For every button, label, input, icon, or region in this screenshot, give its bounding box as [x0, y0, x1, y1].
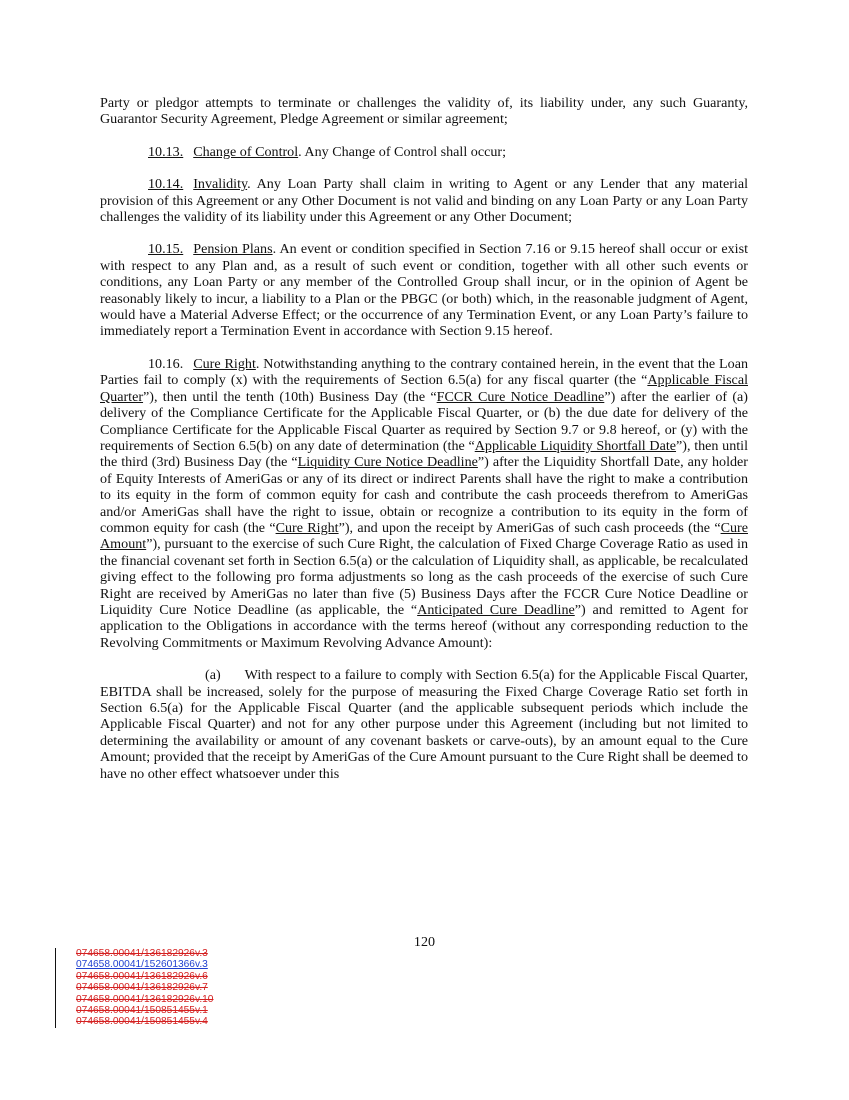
defined-term: Applicable Liquidity Shortfall Date — [474, 437, 677, 454]
defined-term: Cure Amount — [100, 519, 748, 553]
section-text: ”), then until the tenth (10th) Business Day (the “ — [143, 388, 437, 405]
document-body — [100, 95, 748, 798]
defined-term: Cure Right — [275, 519, 339, 536]
clause-text: With respect to a failure to comply with Section 6.5(a) for the Applicable Fiscal Quarter, EBITDA shall be increased, solely for the purpose of measuring the Fixed Charge Coverage Ratio set forth in Section 6.5(a) for the Applicable Fiscal Quarter (and the applicable subsequent periods which include the Applicable Fiscal Quarter) and not for any other purpose under this Agreement (including but not limited to determining the availability or amount of any covenant baskets or carve-outs), by an amount equal to the Cure Amount; provided that the receipt by AmeriGas of the Cure Amount pursuant to the Cure Right shall be deemed to have no other effect whatsoever under this — [100, 667, 748, 782]
doc-id-deleted: 074658.00041/150851455v.4 — [76, 1016, 208, 1028]
section-10-16 — [100, 356, 748, 651]
section-text: ”) after the earlier of (a) delivery of the Compliance Certificate for the Applicable Fiscal Quarter, or (b) the due date for delivery of the Compliance Certificate for the Applicable Fiscal Quarter as required by Section 9.7 or 9.8 hereof, or (y) with the requirements of Section 6.5(b) on any date of determination (the “ — [100, 388, 748, 454]
defined-term: Liquidity Cure Notice Deadline — [297, 454, 478, 471]
section-title: Invalidity — [193, 176, 248, 193]
section-10-13 — [100, 144, 748, 160]
section-text: ”) after the Liquidity Shortfall Date, any holder of Equity Interests of AmeriGas or any of its direct or indirect Parents shall have the right to make a contribution to its equity in the form of common equity for cash and contribute the cash proceeds therefrom to AmeriGas and/or AmeriGas shall have the right to issue, obtain or recognize a contribution to its equity in the form of common equity for cash (the “ — [100, 454, 748, 536]
doc-id-current: 074658.00041/152601366v.3 — [76, 959, 208, 971]
clause-a — [100, 667, 748, 782]
section-text: ”), then until the third (3rd) Business Day (the “ — [100, 437, 749, 471]
section-text: ”), pursuant to the exercise of such Cure Right, the calculation of Fixed Charge Coverage Ratio as used in the financial covenant set forth in Section 6.5(a) or the calculation of Liquidity shall, as applicable, be recalculated giving effect to the following pro forma adjustments so long as the cash proceeds of the exercise of such Cure Right are received by AmeriGas no later than five (5) Business Days after the FCCR Cure Notice Deadline or Liquidity Cure Notice Deadline (as applicable, the “ — [100, 536, 748, 618]
doc-id-deleted: 074658.00041/136182926v.10 — [76, 993, 214, 1005]
document-id-footer — [55, 948, 213, 1028]
section-text: . Any Change of Control shall occur; — [298, 143, 506, 160]
defined-term: FCCR Cure Notice Deadline — [436, 388, 605, 405]
defined-term: Applicable Fiscal Quarter — [100, 372, 748, 405]
opening-paragraph: Party or pledgor attempts to terminate or challenges the validity of, its liability under, any such Guaranty, Guarantor Security Agreement, Pledge Agreement or similar agreement; — [100, 95, 748, 128]
page-number: 120 — [413, 934, 436, 950]
defined-term: Anticipated Cure Deadline — [417, 601, 575, 618]
doc-id-deleted: 074658.00041/150851455v.1 — [76, 1005, 208, 1017]
doc-id-deleted: 074658.00041/136182926v.6 — [76, 970, 208, 982]
doc-id-deleted: 074658.00041/136182926v.3 — [76, 948, 208, 959]
section-title: Change of Control — [193, 143, 299, 160]
section-text: . Any Loan Party shall claim in writing to Agent or any Lender that any material provision of this Agreement or any Other Document is not valid and binding on any Loan Party or any Loan Party challenges the validity of its liability under this Agreement or any Other Document; — [100, 176, 748, 226]
doc-id-deleted: 074658.00041/136182926v.7 — [76, 982, 208, 994]
section-number: 10.14. — [148, 176, 184, 193]
section-text: . Notwithstanding anything to the contrary contained herein, in the event that the Loan Parties fail to comply (x) with the requirements of Section 6.5(a) for any fiscal quarter (the “ — [100, 355, 748, 389]
section-number: 10.16. — [148, 355, 184, 372]
section-10-14 — [100, 176, 748, 225]
section-text: ”), and upon the receipt by AmeriGas of such cash proceeds (the “ — [338, 519, 721, 536]
section-10-15 — [100, 241, 748, 339]
clause-label: (a) — [205, 667, 221, 684]
section-text: . An event or condition specified in Section 7.16 or 9.15 hereof shall occur or exist with respect to any Plan and, as a result of such event or condition, together with all other such events or conditions, any Loan Party or any member of the Controlled Group shall incur, or in the opinion of Agent be reasonably likely to incur, a liability to a Plan or the PBGC (or both) which, in the reasonable judgment of Agent, would have a Material Adverse Effect; or the occurrence of any Termination Event, or any Loan Party’s failure to immediately report a Termination Event in accordance with Section 9.15 hereof. — [100, 241, 748, 340]
section-title: Cure Right — [193, 355, 256, 372]
section-number: 10.15. — [148, 241, 184, 258]
section-number: 10.13. — [148, 143, 184, 160]
section-text: ”) and remitted to Agent for application to the Obligations in accordance with the terms hereof (without any corresponding reduction to the Revolving Commitments or Maximum Revolving Advance Amount): — [100, 601, 749, 651]
section-title: Pension Plans — [193, 241, 273, 258]
